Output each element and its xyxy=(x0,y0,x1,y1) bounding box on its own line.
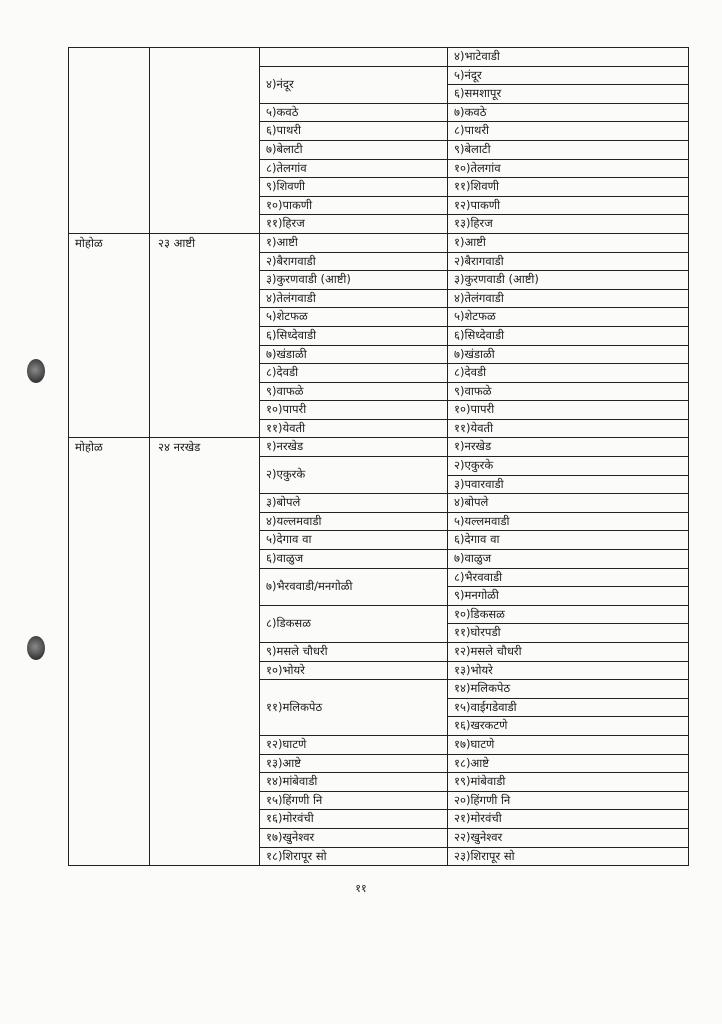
village-group-cell: १४)मांबेवाडी xyxy=(260,773,448,792)
village-cell: ११)येवती xyxy=(448,419,689,438)
village-group-cell: १)नरखेड xyxy=(260,438,448,457)
village-cell: १४)मलिकपेठ xyxy=(448,680,689,699)
village-cell: ६)सिध्देवाडी xyxy=(448,326,689,345)
village-group-cell: ७)खंडाळी xyxy=(260,345,448,364)
village-cell: ५)नंदूर xyxy=(448,66,689,85)
punch-hole-top xyxy=(27,359,45,383)
village-group-cell: ११)मलिकपेठ xyxy=(260,680,448,736)
village-group-cell: १२)घाटणे xyxy=(260,735,448,754)
village-group-cell: ११)हिरज xyxy=(260,215,448,234)
village-cell: १६)खरकटणे xyxy=(448,717,689,736)
village-cell: १३)भोयरे xyxy=(448,661,689,680)
punch-hole-bottom xyxy=(27,636,45,660)
taluka-cell: मोहोळ xyxy=(69,438,150,866)
table-row xyxy=(69,233,689,252)
village-cell: ११)घोरपडी xyxy=(448,624,689,643)
table-row xyxy=(69,438,689,457)
village-cell: ४)तेलंगवाडी xyxy=(448,289,689,308)
village-cell: ४)बोपले xyxy=(448,494,689,513)
village-cell: १५)वाईगडेवाडी xyxy=(448,698,689,717)
village-cell: ७)वाळुज xyxy=(448,550,689,569)
village-group-cell: ९)मसले चौधरी xyxy=(260,643,448,662)
village-group-cell: ३)कुरणवाडी (आष्टी) xyxy=(260,271,448,290)
village-cell: १०)डिकसळ xyxy=(448,605,689,624)
village-group-cell: १७)खुनेश्वर xyxy=(260,828,448,847)
village-cell: ३)कुरणवाडी (आष्टी) xyxy=(448,271,689,290)
village-group-cell: ४)यल्लमवाडी xyxy=(260,512,448,531)
village-group-cell: ७)बेलाटी xyxy=(260,140,448,159)
village-group-cell: ८)देवडी xyxy=(260,364,448,383)
village-cell: २१)मोरवंची xyxy=(448,810,689,829)
village-cell: १)आष्टी xyxy=(448,233,689,252)
village-cell: ६)समशापूर xyxy=(448,85,689,104)
village-cell: ५)यल्लमवाडी xyxy=(448,512,689,531)
village-group-cell: ६)पाथरी xyxy=(260,122,448,141)
village-cell: २)एकुरके xyxy=(448,457,689,476)
village-group-cell: ६)वाळुज xyxy=(260,550,448,569)
village-cell: १२)पाकणी xyxy=(448,196,689,215)
village-cell: ४)भाटेवाडी xyxy=(448,48,689,67)
village-group-cell: ९)शिवणी xyxy=(260,178,448,197)
village-group-cell: १०)पापरी xyxy=(260,401,448,420)
village-group-cell: ६)सिध्देवाडी xyxy=(260,326,448,345)
village-cell: ८)देवडी xyxy=(448,364,689,383)
village-group-cell: १)आष्टी xyxy=(260,233,448,252)
circle-cell xyxy=(150,48,260,234)
village-cell: ७)कवठे xyxy=(448,103,689,122)
village-cell: १९)मांबेवाडी xyxy=(448,773,689,792)
village-group-cell: ११)येवती xyxy=(260,419,448,438)
village-group-cell: १०)पाकणी xyxy=(260,196,448,215)
village-group-cell: १३)आष्टे xyxy=(260,754,448,773)
village-cell: १२)मसले चौधरी xyxy=(448,643,689,662)
village-cell: २२)खुनेश्वर xyxy=(448,828,689,847)
village-cell: ८)पाथरी xyxy=(448,122,689,141)
village-group-cell: १८)शिरापूर सो xyxy=(260,847,448,866)
village-group-cell: ४)तेलंगवाडी xyxy=(260,289,448,308)
village-cell: ९)वाफळे xyxy=(448,382,689,401)
village-table-body xyxy=(69,48,689,866)
village-cell: ९)मनगोळी xyxy=(448,587,689,606)
village-group-cell xyxy=(260,48,448,67)
village-cell: ८)भैरववाडी xyxy=(448,568,689,587)
village-group-cell: ८)तेलगांव xyxy=(260,159,448,178)
village-group-cell: ९)वाफळे xyxy=(260,382,448,401)
taluka-cell: मोहोळ xyxy=(69,233,150,438)
village-cell: ३)पवारवाडी xyxy=(448,475,689,494)
village-table xyxy=(68,47,689,866)
village-group-cell: २)एकुरके xyxy=(260,457,448,494)
village-cell: ७)खंडाळी xyxy=(448,345,689,364)
village-group-cell: ८)डिकसळ xyxy=(260,605,448,642)
taluka-cell xyxy=(69,48,150,234)
village-group-cell: ३)बोपले xyxy=(260,494,448,513)
village-group-cell: १५)हिंगणी नि xyxy=(260,791,448,810)
table-row xyxy=(69,48,689,67)
village-cell: २०)हिंगणी नि xyxy=(448,791,689,810)
village-cell: १०)तेलगांव xyxy=(448,159,689,178)
village-cell: १७)घाटणे xyxy=(448,735,689,754)
village-cell: २)बैरागवाडी xyxy=(448,252,689,271)
circle-cell: २३ आष्टी xyxy=(150,233,260,438)
village-group-cell: ५)शेटफळ xyxy=(260,308,448,327)
village-cell: १३)हिरज xyxy=(448,215,689,234)
village-cell: १०)पापरी xyxy=(448,401,689,420)
village-cell: २३)शिरापूर सो xyxy=(448,847,689,866)
village-group-cell: ४)नंदूर xyxy=(260,66,448,103)
village-group-cell: ५)कवठे xyxy=(260,103,448,122)
village-cell: ६)देगाव वा xyxy=(448,531,689,550)
village-group-cell: ७)भैरववाडी/मनगोळी xyxy=(260,568,448,605)
village-cell: ९)बेलाटी xyxy=(448,140,689,159)
village-cell: १८)आष्टे xyxy=(448,754,689,773)
village-cell: ११)शिवणी xyxy=(448,178,689,197)
village-group-cell: ५)देगाव वा xyxy=(260,531,448,550)
village-cell: १)नरखेड xyxy=(448,438,689,457)
village-cell: ५)शेटफळ xyxy=(448,308,689,327)
village-group-cell: २)बैरागवाडी xyxy=(260,252,448,271)
circle-cell: २४ नरखेड xyxy=(150,438,260,866)
village-group-cell: १६)मोरवंची xyxy=(260,810,448,829)
page-number: ११ xyxy=(355,882,367,895)
village-group-cell: १०)भोयरे xyxy=(260,661,448,680)
